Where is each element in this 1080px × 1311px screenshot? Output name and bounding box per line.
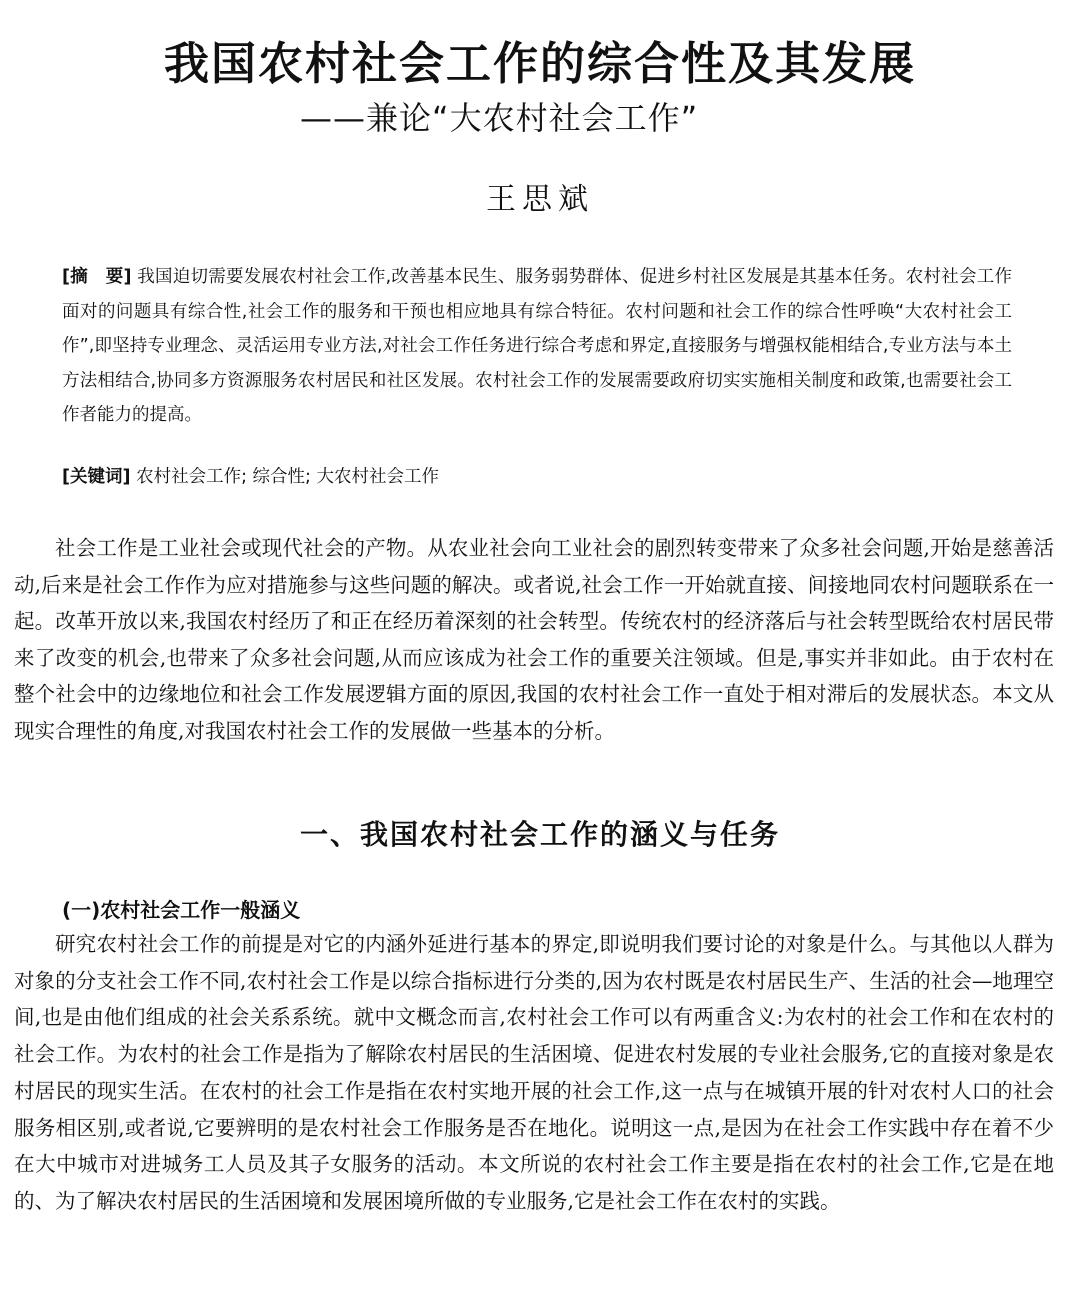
subsection-heading: (一)农村社会工作一般涵义	[62, 898, 301, 922]
keywords-text: 农村社会工作; 综合性; 大农村社会工作	[136, 467, 439, 487]
abstract-label: [摘 要]	[62, 267, 132, 287]
section-heading: 一、我国农村社会工作的涵义与任务	[299, 818, 780, 851]
article-subtitle: ——兼论“大农村社会工作”	[300, 99, 699, 137]
keywords-label: [关键词]	[62, 467, 131, 487]
author-name: 王思斌	[486, 182, 594, 217]
abstract-text: 我国迫切需要发展农村社会工作,改善基本民生、服务弱势群体、促进乡村社区发展是其基本任务。农村社会工作面对的问题具有综合性,社会工作的服务和干预也相应地具有综合特征。农村问题和社会工作的综合性呼唤“大农村社会工作”,即坚持专业理念、灵活运用专业方法,对社会工作任务进行综合考虑和界定,直接服务与增强权能相结合,专业方法与本土方法相结合,协同多方资源服务农村居民和社区发展。农村社会工作的发展需要政府切实实施相关制度和政策,也需要社会工作者能力的提高。	[62, 267, 1012, 425]
abstract	[62, 260, 1012, 433]
keywords	[62, 462, 1012, 492]
intro-paragraph: 社会工作是工业社会或现代社会的产物。从农业社会向工业社会的剧烈转变带来了众多社会问题,开始是慈善活动,后来是社会工作作为应对措施参与这些问题的解决。或者说,社会工作一开始就直接、间接地同农村问题联系在一起。改革开放以来,我国农村经历了和正在经历着深刻的社会转型。传统农村的经济落后与社会转型既给农村居民带来了改变的机会,也带来了众多社会问题,从而应该成为社会工作的重要关注领域。但是,事实并非如此。由于农村在整个社会中的边缘地位和社会工作发展逻辑方面的原因,我国的农村社会工作一直处于相对滞后的发展状态。本文从现实合理性的角度,对我国农村社会工作的发展做一些基本的分析。	[14, 536, 1054, 743]
body-paragraph: 研究农村社会工作的前提是对它的内涵外延进行基本的界定,即说明我们要讨论的对象是什么。与其他以人群为对象的分支社会工作不同,农村社会工作是以综合指标进行分类的,因为农村既是农村居民生产、生活的社会—地理空间,也是由他们组成的社会关系系统。就中文概念而言,农村社会工作可以有两重含义:为农村的社会工作和在农村的社会工作。为农村的社会工作是指为了解除农村居民的生活困境、促进农村发展的专业社会服务,它的直接对象是农村居民的现实生活。在农村的社会工作是指在农村实地开展的社会工作,这一点与在城镇开展的针对农村人口的社会服务相区别,或者说,它要辨明的是农村社会工作服务是否在地化。说明这一点,是因为在社会工作实践中存在着不少在大中城市对进城务工人员及其子女服务的活动。本文所说的农村社会工作主要是指在农村的社会工作,它是在地的、为了解决农村居民的生活困境和发展困境所做的专业服务,它是社会工作在农村的实践。	[14, 932, 1054, 1213]
article-title: 我国农村社会工作的综合性及其发展	[163, 37, 916, 90]
